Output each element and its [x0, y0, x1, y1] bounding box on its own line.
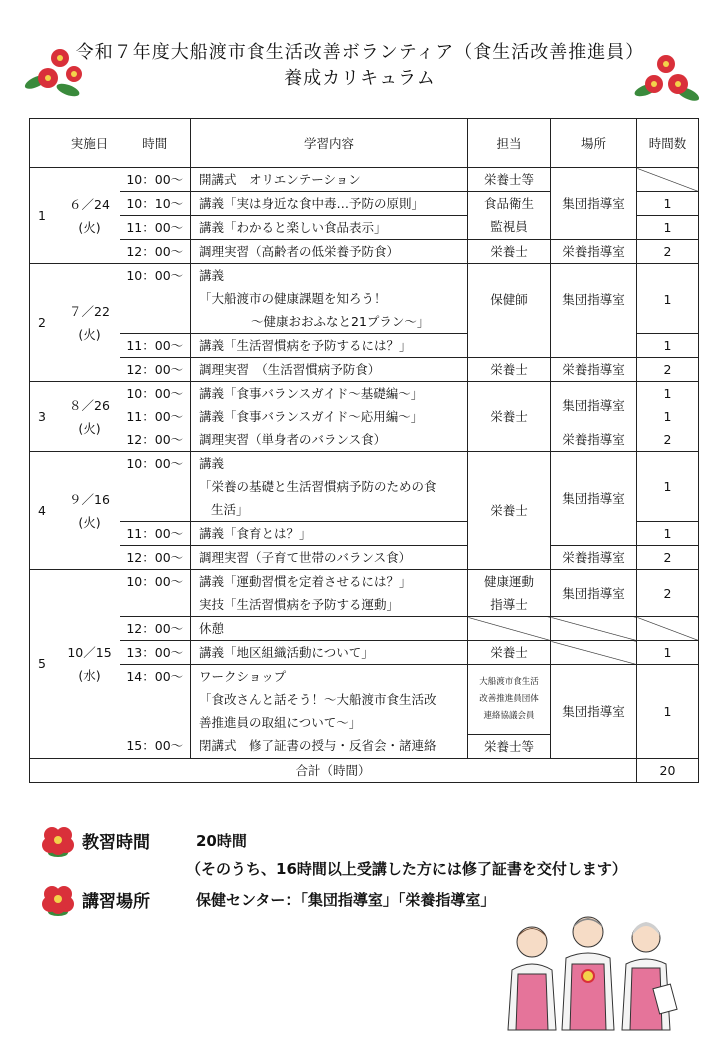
content-cell: 調理実習 （生活習慣病予防食）	[191, 358, 468, 382]
table-header-row	[30, 119, 699, 168]
session-number: 2	[30, 264, 60, 382]
place-cell: 栄養指導室	[551, 358, 637, 382]
certificate-note: （そのうち、16時間以上受講した方には修了証書を交付します）	[186, 860, 627, 878]
time-cell: 10：00〜	[120, 570, 191, 617]
time-cell: 14：00〜	[120, 665, 191, 689]
time-cell: 11：00〜	[120, 216, 191, 240]
content-cell: 「食改さんと話そう！〜大船渡市食生活改	[191, 688, 468, 711]
time-cell: 12：00〜	[120, 617, 191, 641]
content-cell: 実技「生活習慣病を予防する運動」	[191, 593, 468, 617]
hours-cell: 1	[637, 452, 699, 522]
content-cell: 調理実習（子育て世帯のバランス食）	[191, 546, 468, 570]
content-cell: 善推進員の取組について〜」	[191, 711, 468, 734]
hours-cell: 1	[637, 665, 699, 759]
place-label: 講習場所	[82, 892, 150, 912]
session-date: ７／22 (火)	[60, 264, 120, 382]
content-cell: 講義「運動習慣を定着させるには？」	[191, 570, 468, 594]
content-cell: 講義「生活習慣病を予防するには？」	[191, 334, 468, 358]
content-cell: 開講式 オリエンテーション	[191, 168, 468, 192]
header-content: 学習内容	[191, 119, 468, 168]
time-cell-empty	[120, 475, 191, 498]
content-cell: 講義「食事バランスガイド〜応用編〜」	[191, 405, 468, 428]
curriculum-table	[29, 118, 699, 783]
header-hours: 時間数	[637, 119, 699, 168]
content-cell: 休憩	[191, 617, 468, 641]
content-cell: 講義「地区組織活動について」	[191, 641, 468, 665]
hours-cell: 2	[637, 428, 699, 452]
content-cell: 講義	[191, 452, 468, 476]
session-number: 5	[30, 570, 60, 759]
content-cell: 〜健康おおふなと21プラン〜」	[191, 310, 468, 334]
place-cell: 栄養指導室	[551, 428, 637, 452]
time-cell: 12：00〜	[120, 428, 191, 452]
place-cell-empty	[551, 617, 637, 641]
table-row	[30, 358, 699, 382]
total-value: 20	[637, 758, 699, 782]
hours-cell: 1	[637, 216, 699, 240]
header-date: 実施日	[60, 119, 120, 168]
place-cell: 集団指導室	[551, 264, 637, 358]
time-cell: 11：00〜	[120, 405, 191, 428]
instructor-cell: 栄養士	[468, 452, 551, 570]
place-cell: 栄養指導室	[551, 546, 637, 570]
content-cell: 調理実習（高齢者の低栄養予防食）	[191, 240, 468, 264]
instructor-cell: 栄養士	[468, 641, 551, 665]
content-cell: 講義「食育とは？」	[191, 522, 468, 546]
header-place: 場所	[551, 119, 637, 168]
hours-cell: 1	[637, 382, 699, 406]
session-date: ６／24 (火)	[60, 168, 120, 264]
place-value: 保健センター：「集団指導室」「栄養指導室」	[196, 891, 496, 909]
instructor-cell: 健康運動 指導士	[468, 570, 551, 617]
time-cell: 10：00〜	[120, 452, 191, 476]
time-cell: 11：00〜	[120, 334, 191, 358]
time-cell: 11：00〜	[120, 522, 191, 546]
time-cell-empty	[120, 711, 191, 734]
time-cell-empty	[120, 287, 191, 310]
time-cell: 15：00〜	[120, 734, 191, 758]
hours-label: 教習時間	[82, 833, 150, 853]
hours-cell: 2	[637, 240, 699, 264]
time-cell: 12：00〜	[120, 546, 191, 570]
content-cell: 「大船渡市の健康課題を知ろう！	[191, 287, 468, 310]
time-cell-empty	[120, 688, 191, 711]
header-no	[30, 119, 60, 168]
session-date: 10／15 (水)	[60, 570, 120, 759]
table-row	[30, 570, 699, 594]
header-time: 時間	[120, 119, 191, 168]
time-cell: 12：00〜	[120, 358, 191, 382]
place-cell: 集団指導室	[551, 168, 637, 240]
instructor-cell: 栄養士	[468, 240, 551, 264]
hours-cell: 2	[637, 358, 699, 382]
content-cell: 講義「食事バランスガイド〜基礎編〜」	[191, 382, 468, 406]
content-cell: 講義	[191, 264, 468, 288]
table-row	[30, 428, 699, 452]
place-cell-empty	[551, 641, 637, 665]
table-row	[30, 240, 699, 264]
header-instructor: 担当	[468, 119, 551, 168]
instructor-cell: 栄養士等	[468, 168, 551, 192]
session-date: ８／26 (火)	[60, 382, 120, 452]
time-cell-empty	[120, 498, 191, 522]
hours-cell: 1	[637, 405, 699, 428]
place-cell: 集団指導室	[551, 452, 637, 546]
camellia-bullet-icon	[40, 882, 76, 916]
table-row	[30, 168, 699, 192]
instructor-cell: 栄養士	[468, 382, 551, 452]
volunteers-illustration	[496, 908, 686, 1032]
content-cell: 「栄養の基礎と生活習慣病予防のための食	[191, 475, 468, 498]
instructor-cell: 食品衛生 監視員	[468, 192, 551, 240]
content-cell: 閉講式 修了証書の授与・反省会・諸連絡	[191, 734, 468, 758]
hours-value: 20時間	[196, 832, 247, 850]
time-cell: 12：00〜	[120, 240, 191, 264]
instructor-cell: 大船渡市食生活 改善推進員団体 連絡協議会員	[468, 665, 551, 735]
place-cell: 集団指導室	[551, 570, 637, 617]
hours-cell: 1	[637, 641, 699, 665]
table-row	[30, 452, 699, 476]
time-cell: 10：00〜	[120, 168, 191, 192]
hours-cell-empty	[637, 617, 699, 641]
camellia-bullet-icon	[40, 823, 76, 857]
table-row	[30, 617, 699, 641]
content-cell: 講義「わかると楽しい食品表示」	[191, 216, 468, 240]
hours-cell: 1	[637, 264, 699, 334]
hours-cell-empty	[637, 168, 699, 192]
time-cell: 10：10〜	[120, 192, 191, 216]
table-row	[30, 665, 699, 689]
table-row	[30, 382, 699, 406]
table-row	[30, 546, 699, 570]
page-title-line2: 養成カリキュラム	[284, 68, 436, 89]
hours-cell: 2	[637, 546, 699, 570]
table-row	[30, 264, 699, 288]
content-cell: ワークショップ	[191, 665, 468, 689]
content-cell: 調理実習（単身者のバランス食）	[191, 428, 468, 452]
total-label: 合計（時間）	[30, 758, 637, 782]
time-cell: 13：00〜	[120, 641, 191, 665]
session-number: 4	[30, 452, 60, 570]
hours-cell: 1	[637, 334, 699, 358]
session-number: 1	[30, 168, 60, 264]
place-cell: 集団指導室	[551, 665, 637, 759]
place-cell: 集団指導室	[551, 382, 637, 429]
total-row	[30, 758, 699, 782]
table-row	[30, 641, 699, 665]
time-cell: 10：00〜	[120, 382, 191, 406]
page-title-line1: 令和７年度大船渡市食生活改善ボランティア（食生活改善推進員）	[75, 42, 645, 63]
instructor-cell-empty	[468, 617, 551, 641]
instructor-cell: 栄養士等	[468, 734, 551, 758]
time-cell-empty	[120, 310, 191, 334]
time-cell: 10：00〜	[120, 264, 191, 288]
instructor-cell: 保健師	[468, 264, 551, 358]
instructor-cell: 栄養士	[468, 358, 551, 382]
session-number: 3	[30, 382, 60, 452]
hours-cell: 1	[637, 522, 699, 546]
place-cell: 栄養指導室	[551, 240, 637, 264]
content-cell: 講義「実は身近な食中毒…予防の原則」	[191, 192, 468, 216]
content-cell: 生活」	[191, 498, 468, 522]
session-date: ９／16 (火)	[60, 452, 120, 570]
hours-cell: 2	[637, 570, 699, 617]
hours-cell: 1	[637, 192, 699, 216]
